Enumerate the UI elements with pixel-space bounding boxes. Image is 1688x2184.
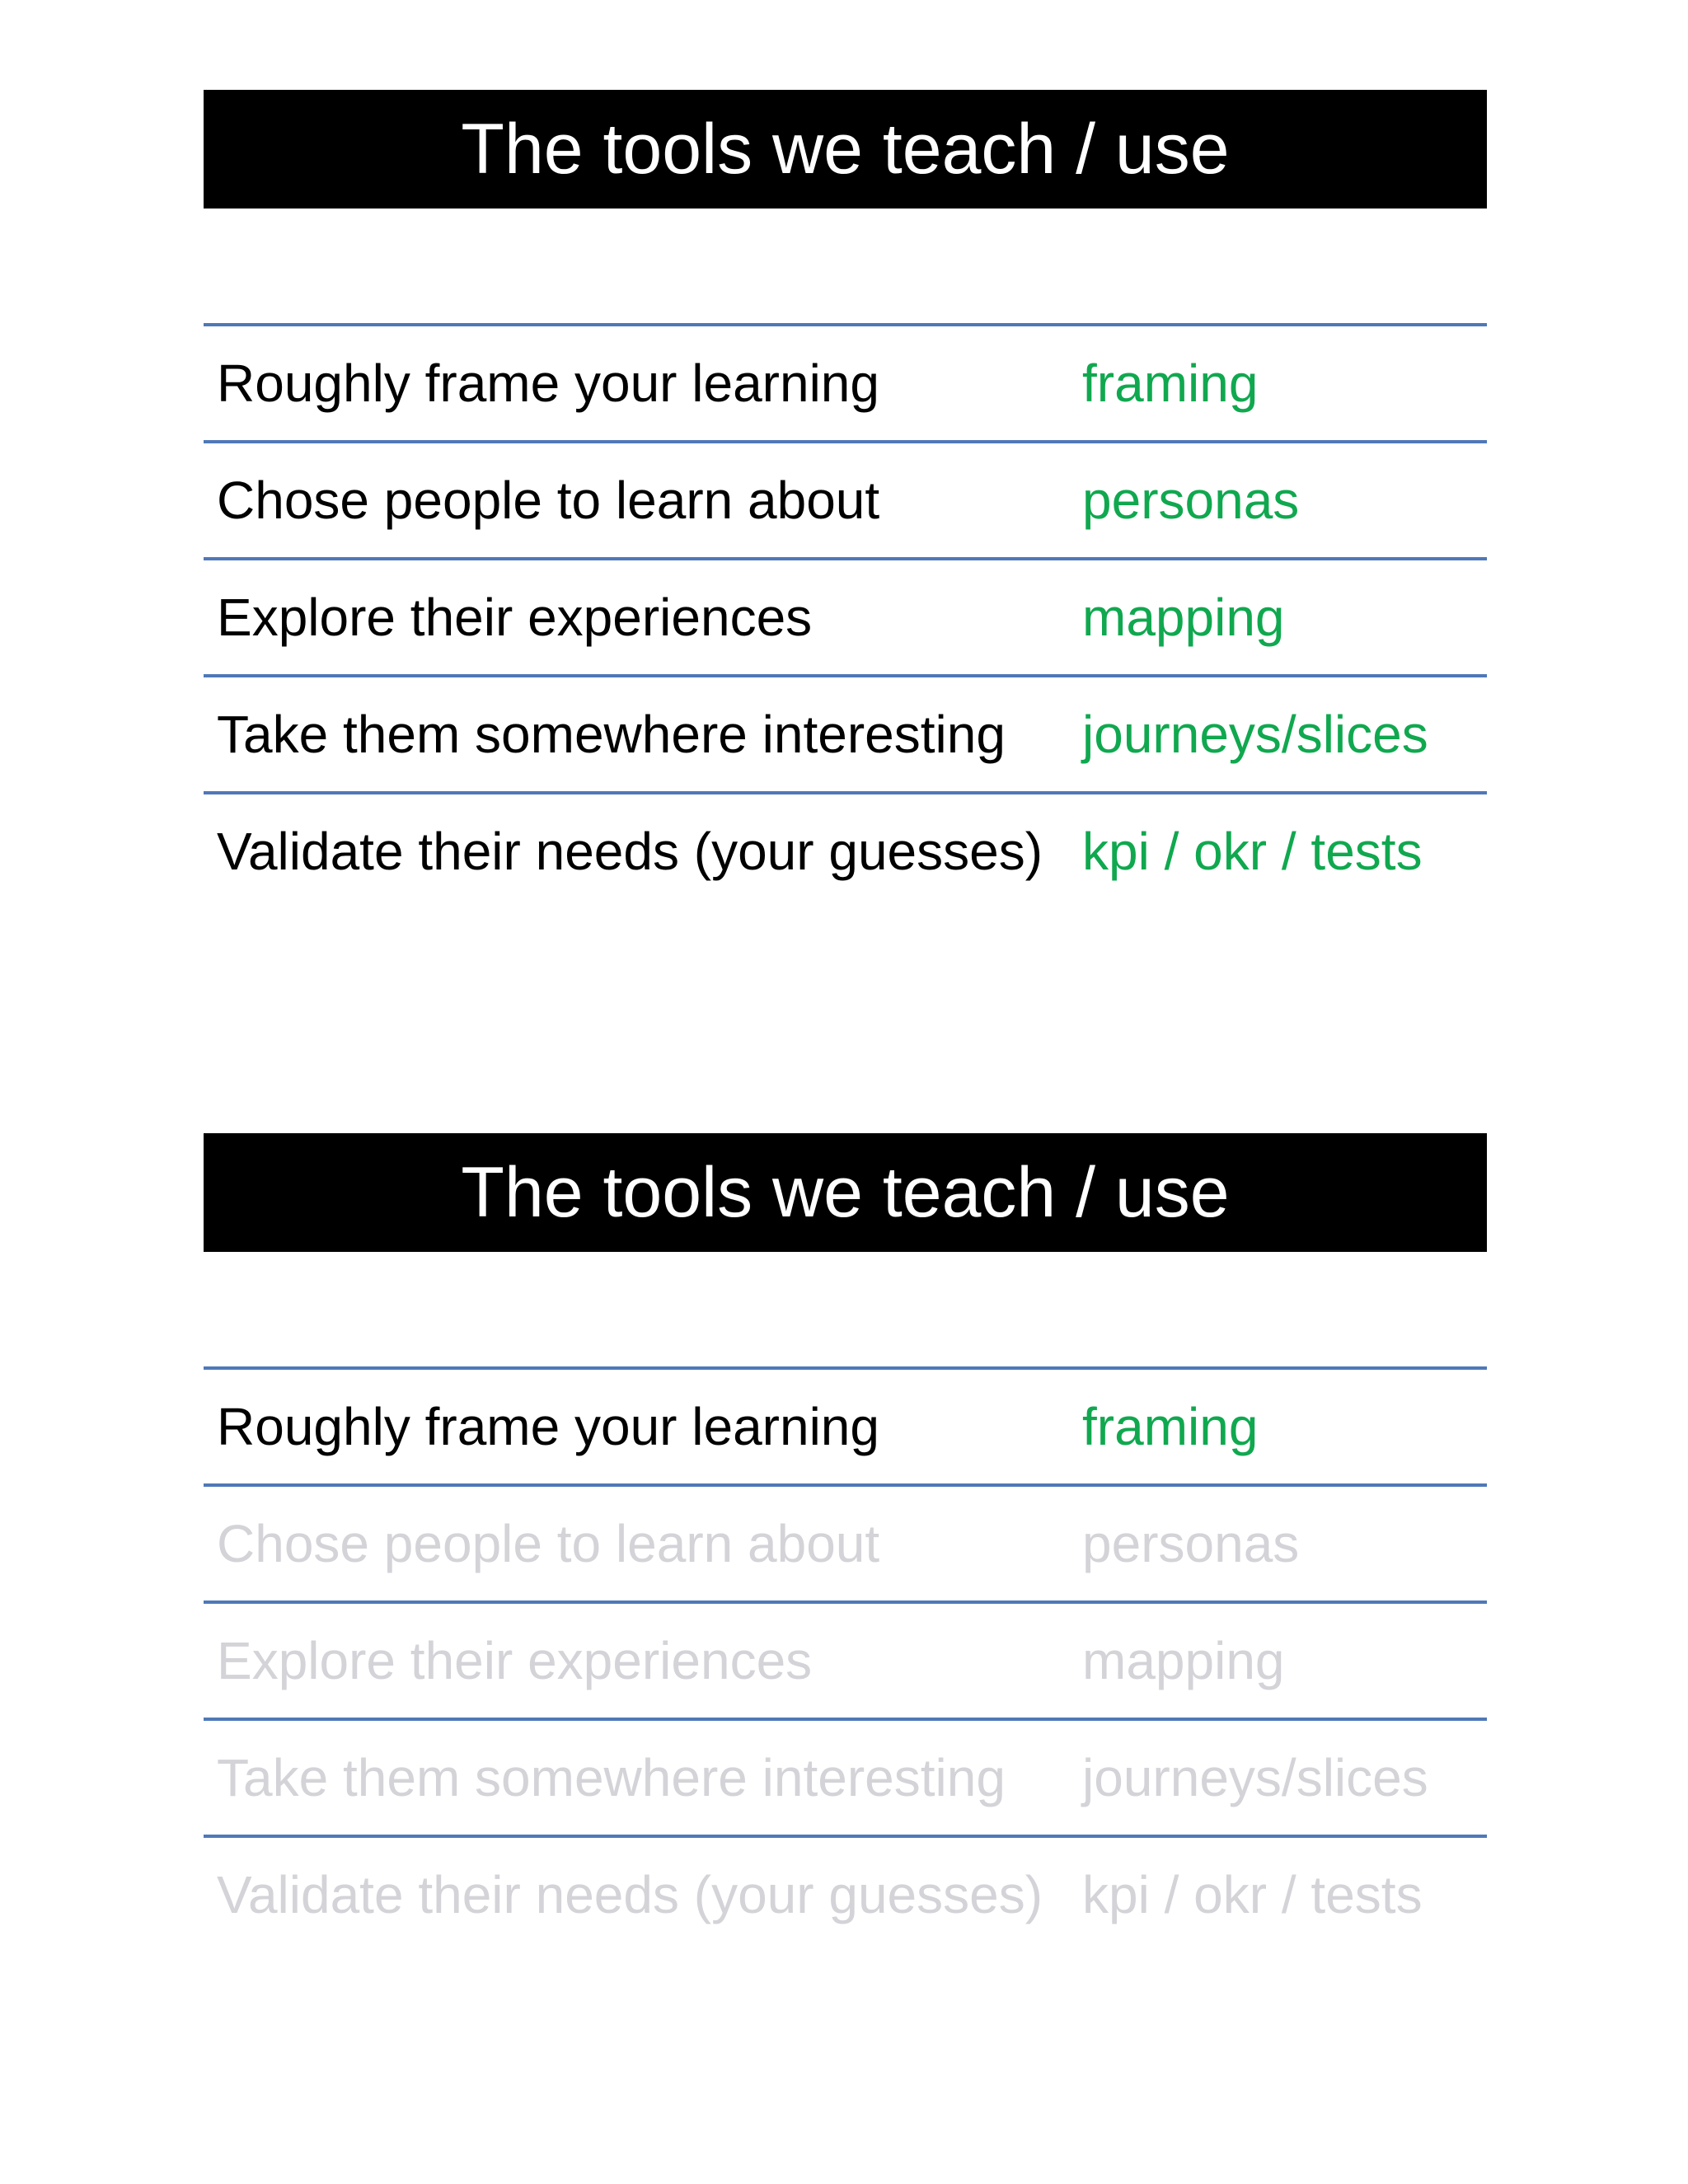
step-label: Explore their experiences <box>217 1631 813 1690</box>
tool-label: kpi / okr / tests <box>1082 822 1423 881</box>
step-label: Chose people to learn about <box>217 1514 880 1573</box>
step-label: Take them somewhere interesting <box>217 1748 1006 1807</box>
step-label: Roughly frame your learning <box>217 1397 879 1456</box>
step-label: Chose people to learn about <box>217 471 880 530</box>
table-row <box>204 1718 1487 1835</box>
table-row <box>204 1835 1487 1952</box>
step-label: Validate their needs (your guesses) <box>217 1865 1043 1924</box>
step-label: Validate their needs (your guesses) <box>217 822 1043 881</box>
slide-title: The tools we teach / use <box>204 90 1487 209</box>
table-row <box>204 1366 1487 1483</box>
slide-title: The tools we teach / use <box>204 1133 1487 1252</box>
tool-label: journeys/slices <box>1082 1748 1428 1807</box>
tool-label: mapping <box>1082 1631 1285 1690</box>
tool-label: framing <box>1082 354 1259 413</box>
tools-table <box>204 323 1487 908</box>
tool-label: journeys/slices <box>1082 705 1428 764</box>
table-row <box>204 1483 1487 1601</box>
tool-label: personas <box>1082 1514 1300 1573</box>
step-label: Explore their experiences <box>217 588 813 647</box>
tools-table <box>204 1366 1487 1952</box>
table-row <box>204 323 1487 440</box>
slide-1 <box>204 90 1487 881</box>
tool-label: personas <box>1082 471 1300 530</box>
slide-2 <box>204 1133 1487 1924</box>
table-row <box>204 557 1487 674</box>
table-row <box>204 674 1487 791</box>
step-label: Take them somewhere interesting <box>217 705 1006 764</box>
table-row <box>204 1601 1487 1718</box>
table-row <box>204 440 1487 557</box>
table-row <box>204 791 1487 908</box>
step-label: Roughly frame your learning <box>217 354 879 413</box>
tool-label: kpi / okr / tests <box>1082 1865 1423 1924</box>
tool-label: mapping <box>1082 588 1285 647</box>
tool-label: framing <box>1082 1397 1259 1456</box>
